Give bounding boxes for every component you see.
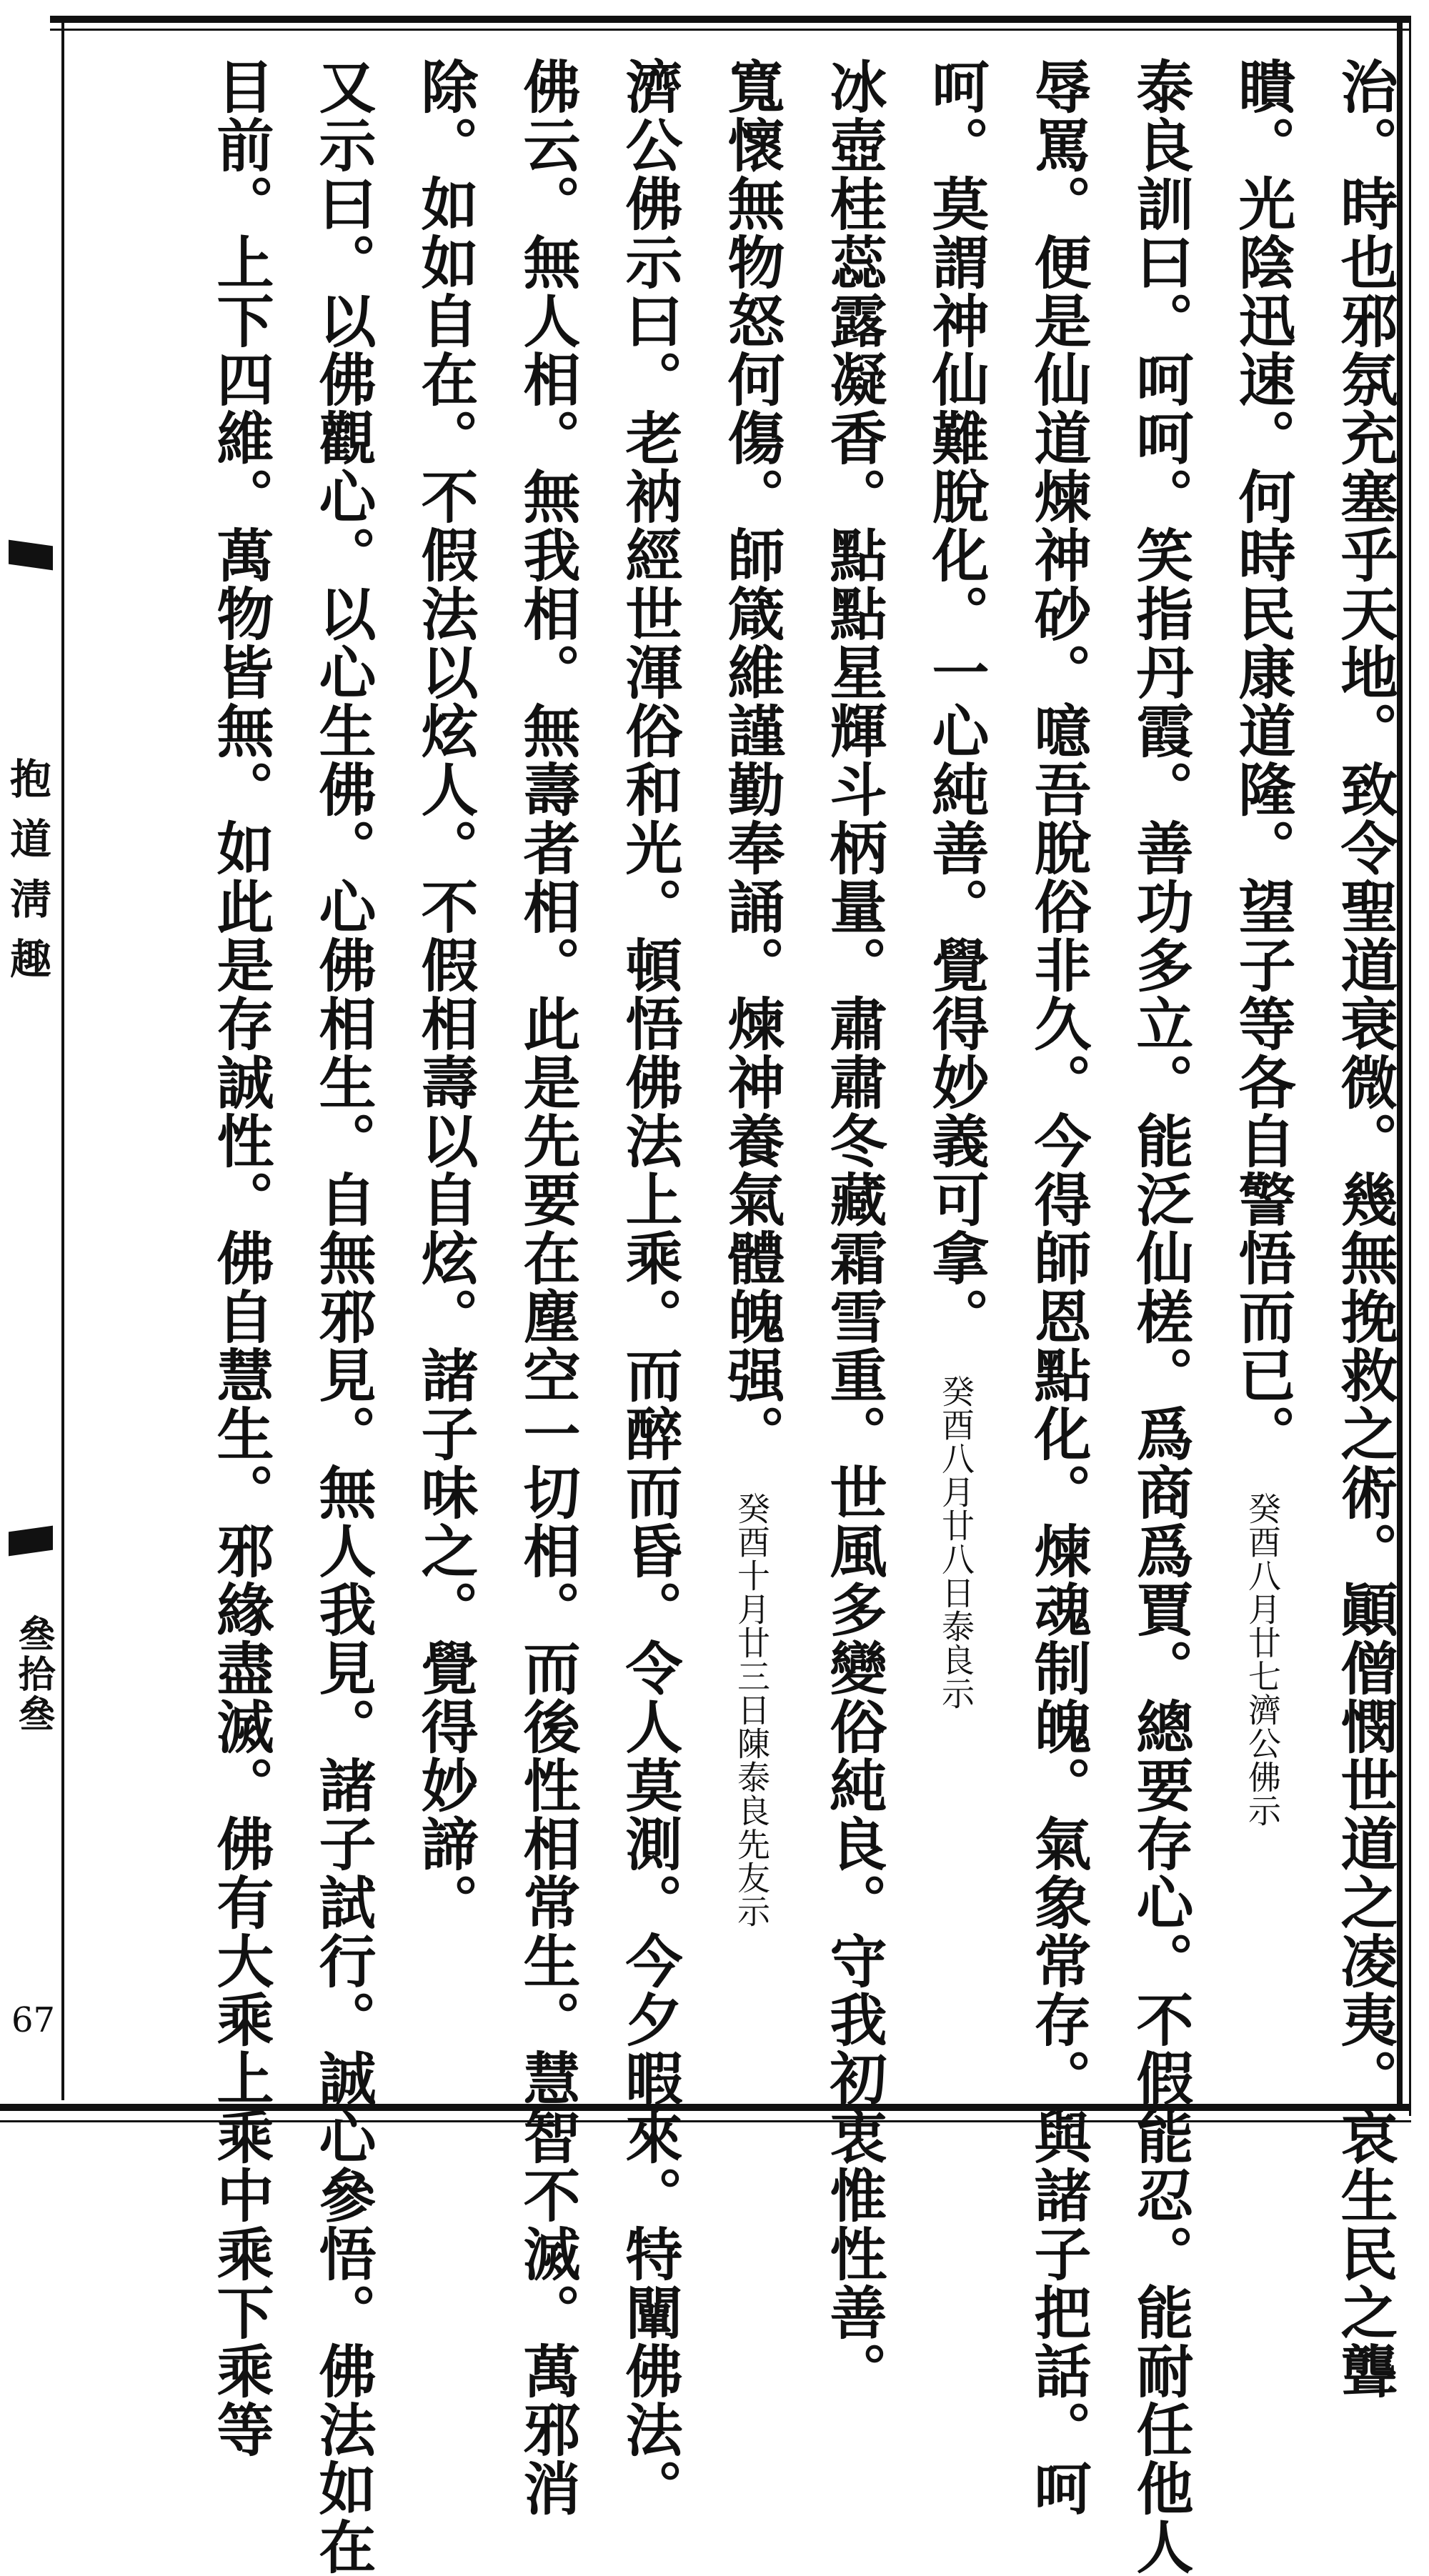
frame-right-outer — [1409, 16, 1411, 2116]
column-date-note: 癸酉八月廿八日泰良示 — [937, 1374, 975, 1710]
column-text: 辱罵。便是仙道煉神砂。噫吾脫俗非久。今得師恩點化。煉魂制魄。氣象常存。與諸子把話。呵 — [1025, 57, 1092, 2517]
frame-top-inner — [50, 29, 1411, 31]
column-text: 呵。莫謂神仙難脫化。一心純善。覺得妙義可拿。 — [922, 57, 990, 1346]
column-text: 冰壺桂蕊露凝香。點點星輝斗柄量。肅肅冬藏霜雪重。世風多變俗純良。守我初衷惟性善。 — [820, 57, 887, 2400]
column-date-note: 癸酉八月廿七濟公佛示 — [1243, 1492, 1282, 1827]
column-text: 目前。上下四維。萬物皆無。如此是存誠性。佛自慧生。邪緣盡滅。佛有大乘上乘中乘下乘等 — [207, 57, 274, 2459]
frame-top — [50, 16, 1411, 23]
column-text: 除。如如自在。不假法以炫人。不假相壽以自炫。諸子味之。覺得妙諦。 — [412, 57, 479, 1932]
column-text: 治。時也邪氛充塞乎天地。致令聖道衰微。幾無挽救之術。顚僧憫世道之凌夷。哀生民之聾 — [1331, 57, 1398, 2400]
column-date-note: 癸酉十月廿三日陳泰良先友示 — [732, 1492, 771, 1928]
text-column — [1127, 57, 1194, 2576]
text-column — [514, 57, 581, 2517]
gutter-volume-number: 叄拾叄 — [11, 1614, 55, 1734]
column-text: 又示曰。以佛觀心。以心生佛。心佛相生。自無邪見。無人我見。諸子試行。誠心參悟。佛法如在 — [309, 57, 377, 2576]
text-column — [616, 57, 683, 2517]
text-column — [1229, 57, 1296, 2100]
column-text: 寬懷無物怒何傷。師箴維謹勤奉誦。煉神養氣體魄强。 — [718, 57, 785, 1463]
text-column — [922, 57, 990, 2100]
gutter-marker-top — [9, 540, 53, 571]
text-column — [718, 57, 785, 2100]
text-column — [412, 57, 479, 2100]
page-number: 67 — [11, 2000, 56, 2040]
gutter-book-title: 抱道淸趣 — [3, 757, 51, 997]
text-column — [207, 57, 274, 2459]
frame-left — [61, 16, 64, 2100]
column-text: 佛云。無人相。無我相。無壽者相。此是先要在塵空一切相。而後性相常生。慧智不滅。萬邪消 — [514, 57, 581, 2517]
text-column — [820, 57, 887, 2400]
column-text: 泰良訓曰。呵呵。笑指丹霞。善功多立。能泛仙槎。爲商爲賈。總要存心。不假能忍。能耐任他人 — [1127, 57, 1194, 2576]
column-text: 濟公佛示曰。老衲經世渾俗和光。頓悟佛法上乘。而醉而昏。令人莫測。今夕暇來。特闡佛法。 — [616, 57, 683, 2517]
column-text: 瞶。光陰迅速。何時民康道隆。望子等各自警悟而已。 — [1229, 57, 1296, 1463]
text-column — [309, 57, 377, 2576]
text-column — [1025, 57, 1092, 2517]
gutter-marker-bottom — [9, 1526, 53, 1557]
text-column — [1331, 57, 1398, 2400]
